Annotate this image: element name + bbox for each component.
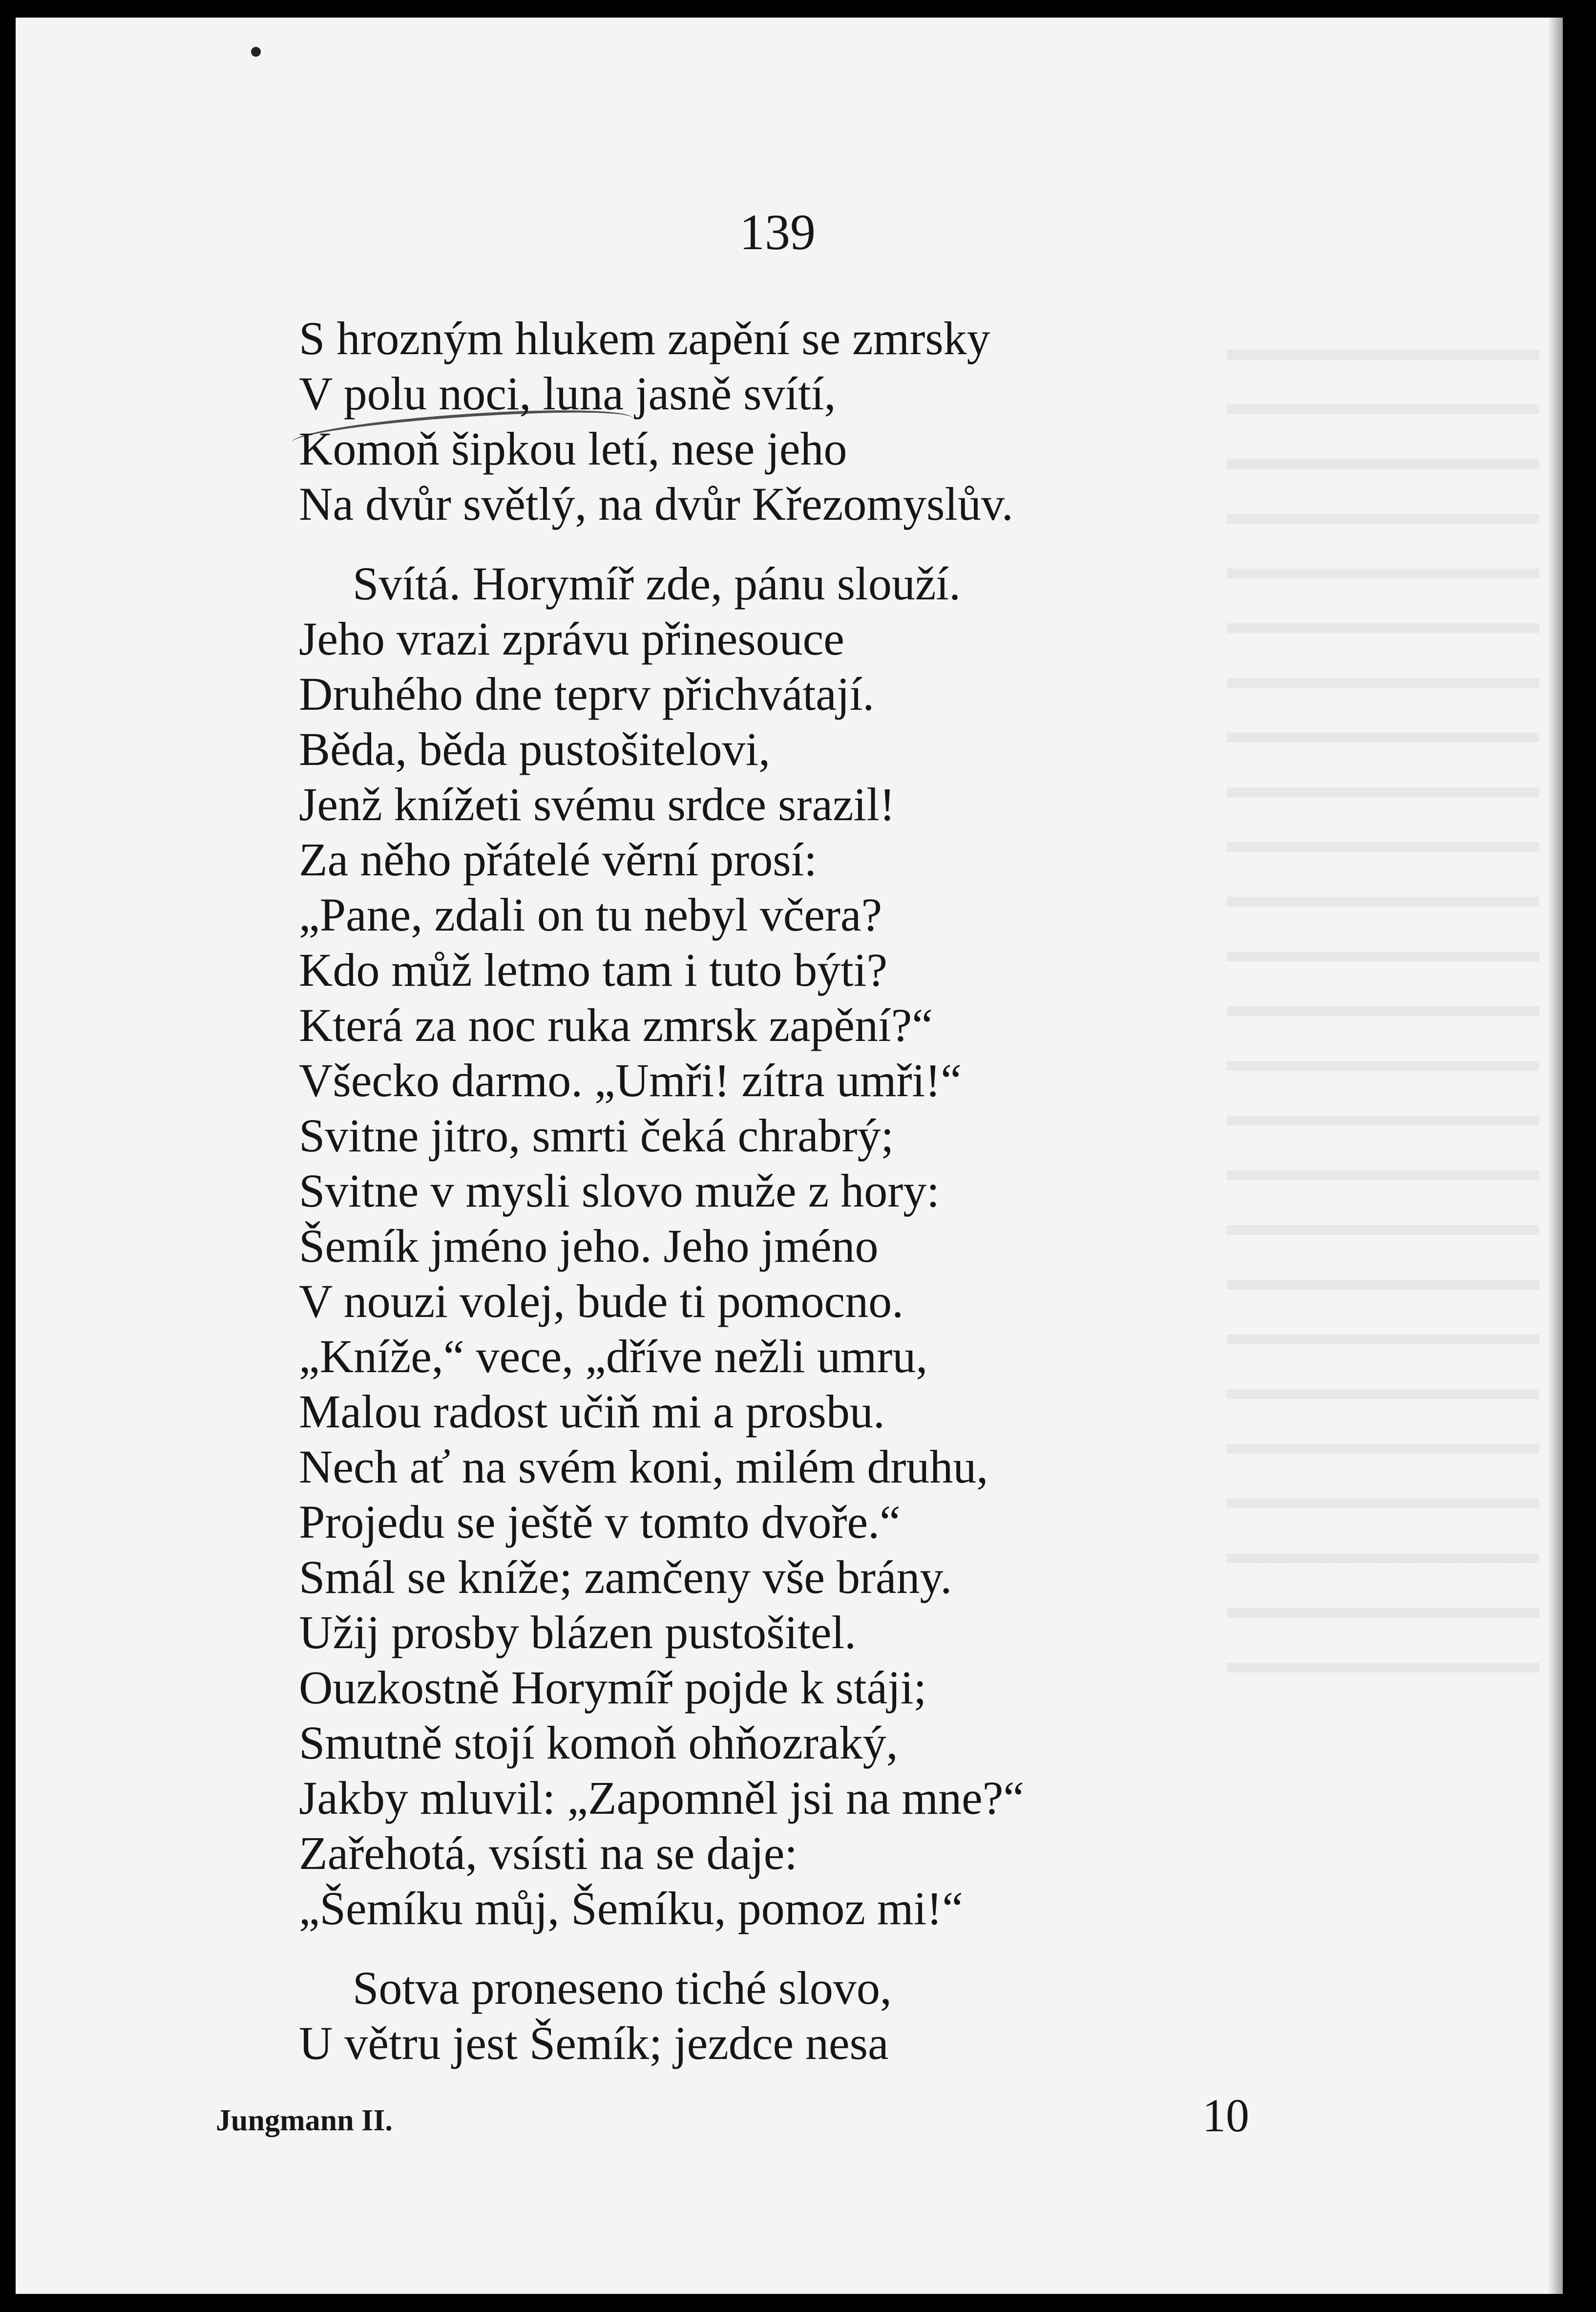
poem-line: Šemík jméno jeho. Jeho jméno: [299, 1220, 879, 1272]
page-number: 139: [739, 204, 816, 260]
poem-line: Svitne v mysli slovo muže z hory:: [299, 1165, 940, 1217]
poem-line: Ouzkostně Horymíř pojde k stáji;: [299, 1661, 927, 1714]
poem-line: Za něho přátelé věrní prosí:: [299, 833, 817, 886]
poem-line: Projedu se ještě v tomto dvoře.“: [299, 1496, 901, 1548]
ink-dot: [251, 47, 261, 57]
poem-line: Kdo můž letmo tam i tuto býti?: [299, 944, 888, 996]
poem-line: Jakby mluvil: „Zapomněl jsi na mne?“: [299, 1772, 1024, 1824]
page-edge-shadow: [1548, 18, 1563, 2294]
poem-line: Užij prosby blázen pustošitel.: [299, 1606, 857, 1658]
stanza-2: [299, 556, 1324, 1936]
poem-line: Všecko darmo. „Umři! zítra umři!“: [299, 1054, 962, 1106]
poem-line: Zařehotá, vsísti na se daje:: [299, 1827, 798, 1879]
poem-line: Smál se kníže; zamčeny vše brány.: [299, 1551, 952, 1603]
poem-line: Jenž knížeti svému srdce srazil!: [299, 778, 895, 830]
poem-line: V polu noci, luna jasně svítí,: [299, 367, 836, 420]
poem-line: Komoň šipkou letí, nese jeho: [299, 423, 847, 475]
sheet-number: 10: [1202, 2089, 1249, 2142]
poem-line: „Pane, zdali on tu nebyl včera?: [299, 889, 882, 941]
poem-line: U větru jest Šemík; jezdce nesa: [299, 2017, 889, 2069]
poem-line: Smutně stojí komoň ohňozraký,: [299, 1717, 898, 1769]
poem-line: Sotva proneseno tiché slovo,: [353, 1962, 892, 2014]
poem-text: [299, 311, 1324, 2071]
poem-line: Druhého dne teprv přichvátají.: [299, 668, 875, 720]
poem-line: Jeho vrazi zprávu přinesouce: [299, 613, 844, 665]
poem-line: „Šemíku můj, Šemíku, pomoz mi!“: [299, 1882, 963, 1934]
stanza-1: [299, 311, 1324, 531]
poem-line: Svítá. Horymíř zde, pánu slouží.: [353, 557, 961, 610]
poem-line: Na dvůr světlý, na dvůr Křezomyslův.: [299, 478, 1013, 530]
poem-line: V nouzi volej, bude ti pomocno.: [299, 1275, 904, 1327]
poem-line: „Kníže,“ vece, „dříve nežli umru,: [299, 1330, 928, 1382]
poem-line: Běda, běda pustošitelovi,: [299, 723, 771, 775]
poem-line: Svitne jitro, smrti čeká chrabrý;: [299, 1109, 894, 1162]
poem-line: S hrozným hlukem zapění se zmrsky: [299, 312, 990, 364]
poem-line: Malou radost učiň mi a prosbu.: [299, 1385, 885, 1438]
book-page: [16, 18, 1563, 2294]
poem-line: Která za noc ruka zmrsk zapění?“: [299, 999, 933, 1051]
printer-signature-mark: Jungmann II.: [216, 2104, 393, 2137]
stanza-3: [299, 1960, 1324, 2071]
poem-line: Nech ať na svém koni, milém druhu,: [299, 1441, 988, 1493]
